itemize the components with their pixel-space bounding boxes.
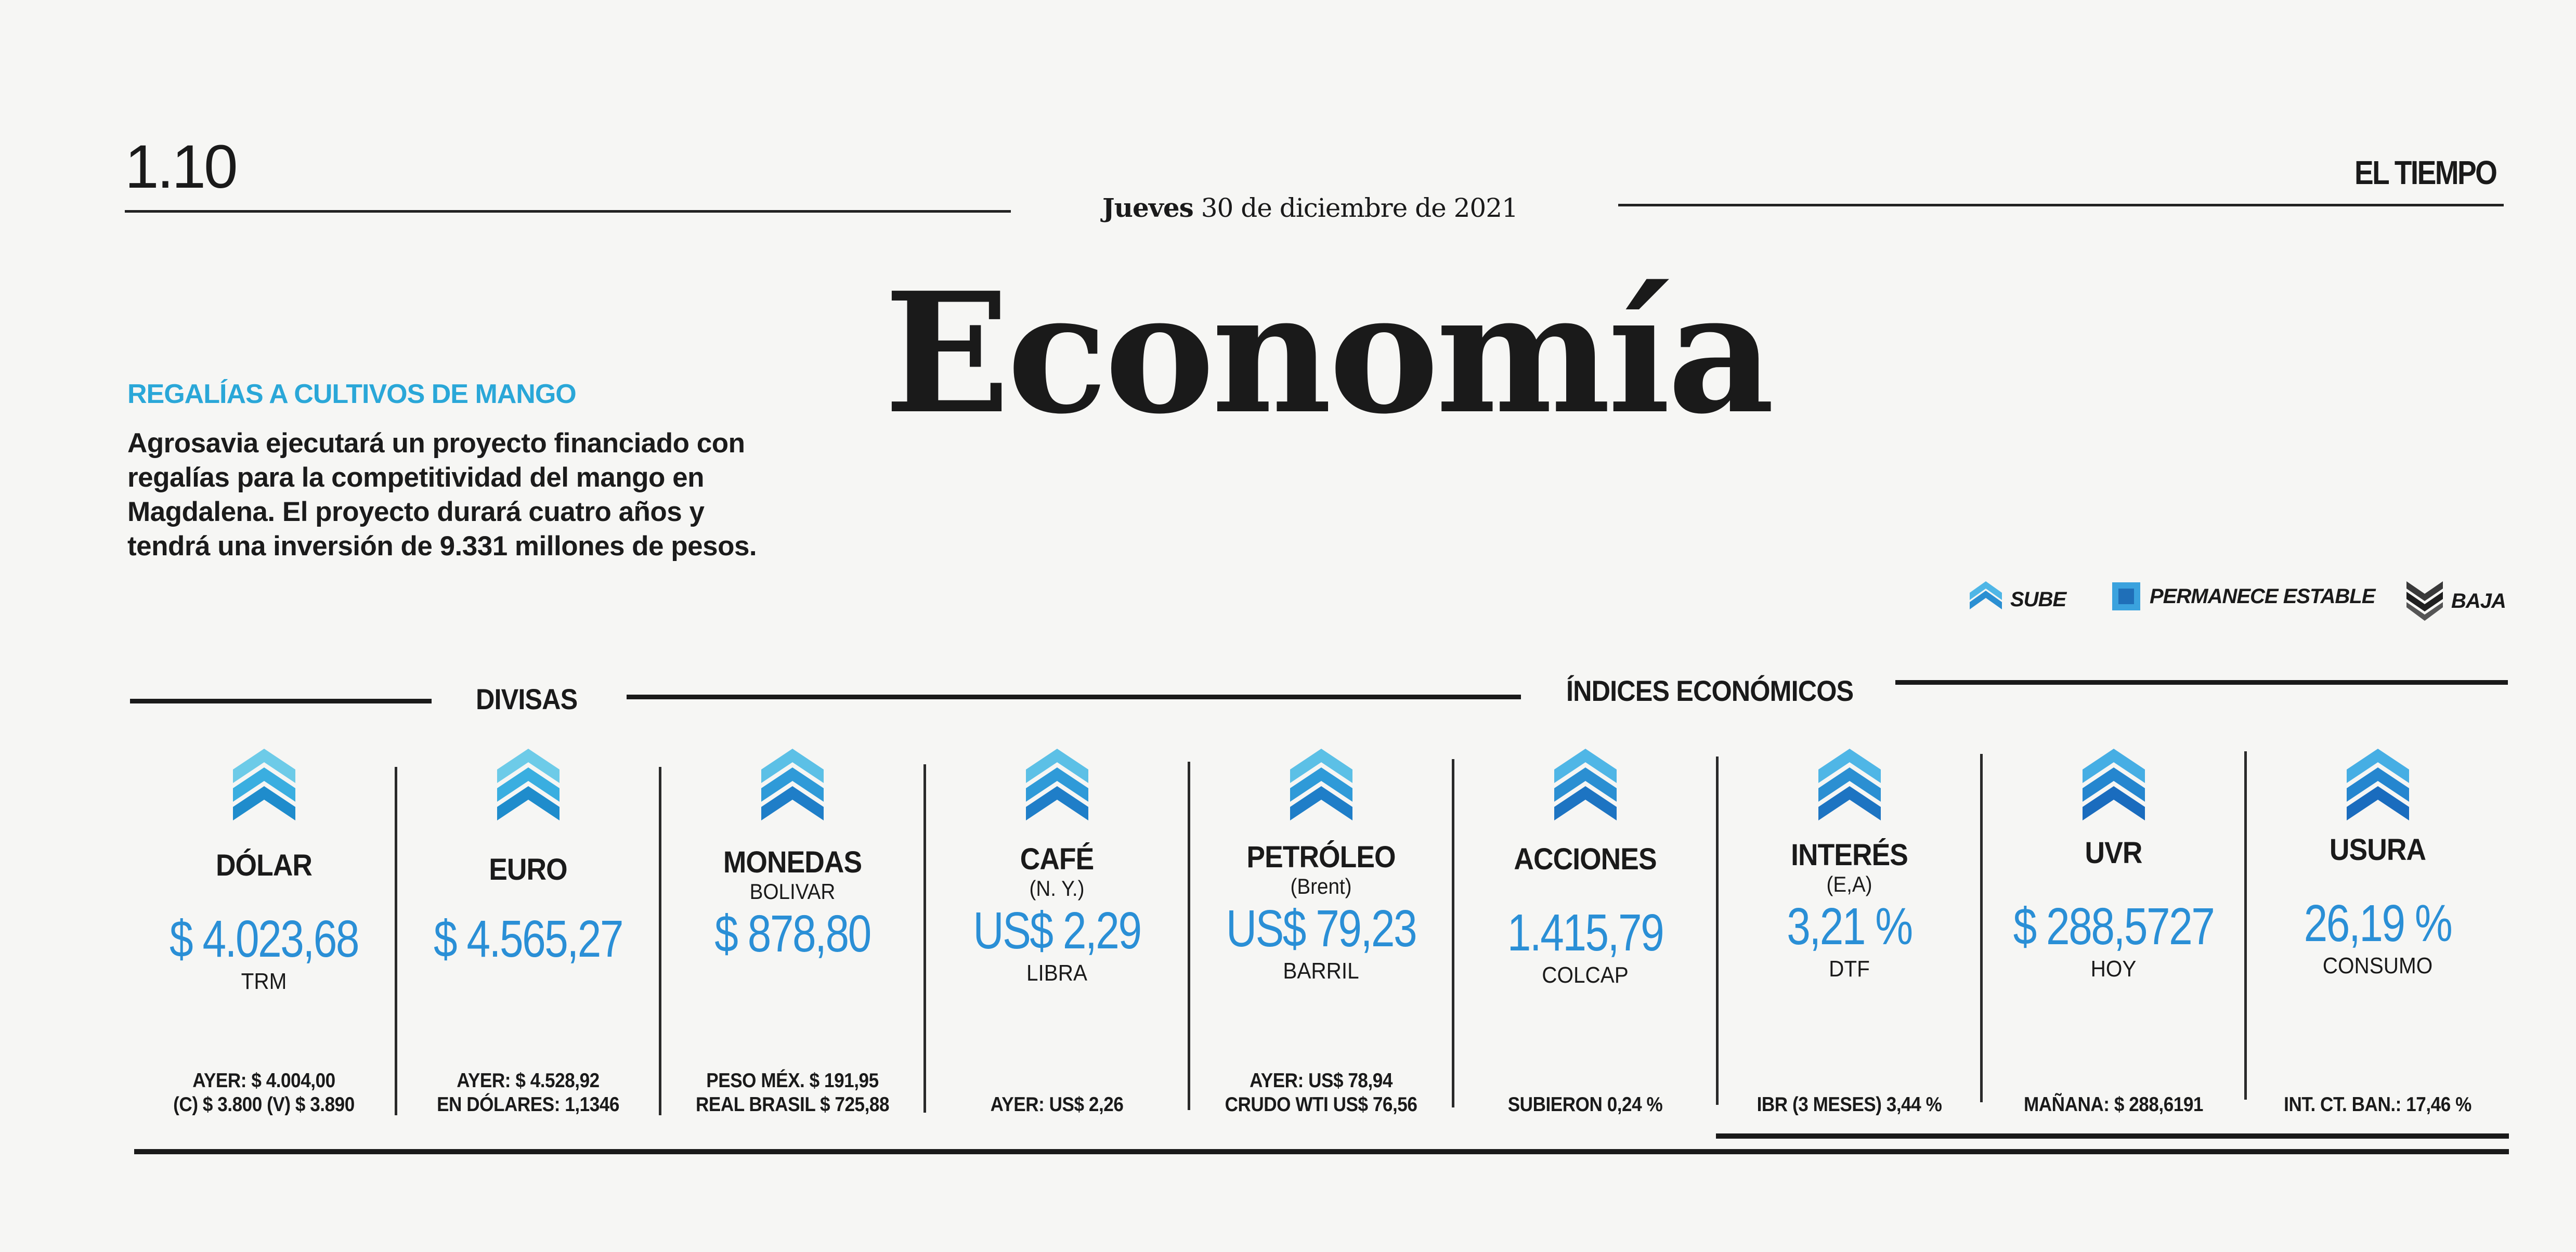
indicator-footnote: [1467, 1093, 1703, 1117]
indicator-dolar: [133, 749, 395, 1133]
divisas-rule-left: [130, 699, 432, 703]
indicator-name: PETRÓLEO: [1246, 840, 1396, 874]
page-number: 1.10: [125, 133, 236, 201]
indicator-footnote: [2260, 1093, 2495, 1117]
footnote-line: AYER: US$ 2,26: [990, 1093, 1124, 1116]
legend-up: [1970, 581, 2066, 618]
up-arrow-icon: [1818, 749, 1881, 821]
brief-body: Agrosavia ejecutará un proyecto financiado con regalías para la competitividad del mango en Magdalena. El proyecto durará cuatro años y tendrá una inversión de 9.331 millones de pesos.: [127, 428, 757, 562]
footnote-line: AYER: $ 4.528,92: [457, 1070, 600, 1092]
bottom-rule: [134, 1149, 2509, 1154]
header-rule-left: [125, 210, 1011, 213]
indicator-cafe: [926, 749, 1188, 1133]
indicator-footnote: [1732, 1093, 1967, 1117]
footnote-line: MAÑANA: $ 288,6191: [2023, 1093, 2203, 1116]
footnote-line: REAL BRASIL $ 725,88: [695, 1093, 890, 1116]
indicator-value: $ 4.023,68: [170, 910, 358, 968]
indicator-footnote: [939, 1093, 1175, 1117]
stable-square-icon: [2111, 581, 2141, 611]
indicator-interes: [1719, 749, 1980, 1133]
footnote-line: (C) $ 3.800 (V) $ 3.890: [173, 1093, 355, 1116]
indicator-value: US$ 79,23: [1226, 899, 1416, 958]
up-arrow-icon: [2347, 749, 2409, 821]
indices-rule-left: [627, 695, 1521, 699]
dateline: [1102, 192, 1518, 223]
indicator-subtitle: (Brent): [1290, 874, 1352, 898]
indices-rule-right: [1895, 680, 2508, 685]
indicator-subtitle: BOLIVAR: [749, 879, 836, 904]
date-text: 30 de diciembre de 2021: [1193, 193, 1518, 223]
indices-bottom-rule: [1716, 1133, 2509, 1139]
footnote-line: INT. CT. BAN.: 17,46 %: [2284, 1093, 2471, 1116]
indicator-monedas: [661, 749, 923, 1133]
indicator-footnote: [674, 1069, 910, 1117]
divisas-label: DIVISAS: [476, 683, 578, 715]
indicator-name: EURO: [489, 853, 567, 886]
up-arrow-icon: [1970, 581, 2002, 618]
indicator-value: $ 288,5727: [2013, 897, 2214, 956]
footnote-line: AYER: US$ 78,94: [1250, 1070, 1393, 1092]
indicator-acciones: [1454, 749, 1716, 1133]
indicator-footnote: [1203, 1069, 1439, 1117]
footnote-line: PESO MÉX. $ 191,95: [706, 1070, 879, 1092]
indicator-value: $ 878,80: [714, 905, 870, 963]
up-arrow-icon: [233, 749, 295, 821]
indicator-unit: COLCAP: [1542, 962, 1629, 988]
footnote-line: EN DÓLARES: 1,1346: [437, 1093, 619, 1116]
brief-heading: REGALÍAS A CULTIVOS DE MANGO: [127, 379, 576, 409]
indicator-unit: DTF: [1829, 956, 1870, 982]
indicator-unit: TRM: [241, 969, 287, 994]
indicator-value: 1.415,79: [1507, 904, 1663, 962]
down-arrow-icon: [2406, 581, 2443, 621]
indicator-footnote: [146, 1069, 382, 1117]
up-arrow-icon: [1026, 749, 1088, 821]
up-arrow-icon: [761, 749, 824, 821]
legend-down: [2406, 581, 2506, 621]
indicator-euro: [397, 749, 659, 1133]
indicator-name: ACCIONES: [1514, 842, 1657, 876]
indicator-uvr: [1983, 749, 2244, 1133]
indicator-petroleo: [1190, 749, 1452, 1133]
indicator-name: MONEDAS: [723, 845, 862, 879]
indicator-value: 3,21 %: [1787, 897, 1912, 956]
indicator-usura: [2247, 749, 2508, 1133]
indicator-name: UVR: [2085, 836, 2142, 870]
indicator-unit: CONSUMO: [2322, 953, 2433, 979]
indicator-value: $ 4.565,27: [434, 910, 622, 968]
indicator-name: CAFÉ: [1020, 842, 1094, 876]
header-rule-right: [1618, 204, 2504, 206]
indicator-subtitle: (N. Y.): [1029, 876, 1085, 901]
indicator-footnote: [1996, 1093, 2231, 1117]
indicator-value: US$ 2,29: [973, 902, 1141, 960]
indicator-unit: HOY: [2090, 956, 2137, 982]
up-arrow-icon: [497, 749, 560, 821]
up-arrow-icon: [1554, 749, 1617, 821]
footnote-line: SUBIERON 0,24 %: [1507, 1093, 1663, 1116]
legend-up-label: SUBE: [2010, 588, 2066, 611]
up-arrow-icon: [1290, 749, 1352, 821]
indicator-subtitle: (E,A): [1826, 872, 1872, 896]
legend-stable: [2111, 581, 2375, 611]
indicator-name: INTERÉS: [1791, 838, 1908, 872]
up-arrow-icon: [2083, 749, 2145, 821]
date-weekday: Jueves: [1102, 192, 1193, 223]
indicator-footnote: [410, 1069, 646, 1117]
legend-down-label: BAJA: [2451, 589, 2506, 612]
footnote-line: IBR (3 MESES) 3,44 %: [1757, 1093, 1942, 1116]
masthead: EL TIEMPO: [2354, 154, 2496, 191]
footnote-line: CRUDO WTI US$ 76,56: [1225, 1093, 1417, 1116]
indices-label: ÍNDICES ECONÓMICOS: [1566, 674, 1854, 707]
indicator-value: 26,19 %: [2304, 894, 2452, 953]
footnote-line: AYER: $ 4.004,00: [192, 1070, 335, 1092]
indicator-name: DÓLAR: [215, 849, 313, 882]
section-title: Economía: [884, 256, 1772, 450]
indicator-unit: BARRIL: [1283, 958, 1359, 984]
legend-stable-label: PERMANECE ESTABLE: [2150, 584, 2375, 608]
indicator-name: USURA: [2329, 833, 2426, 867]
indicator-unit: LIBRA: [1026, 960, 1087, 986]
